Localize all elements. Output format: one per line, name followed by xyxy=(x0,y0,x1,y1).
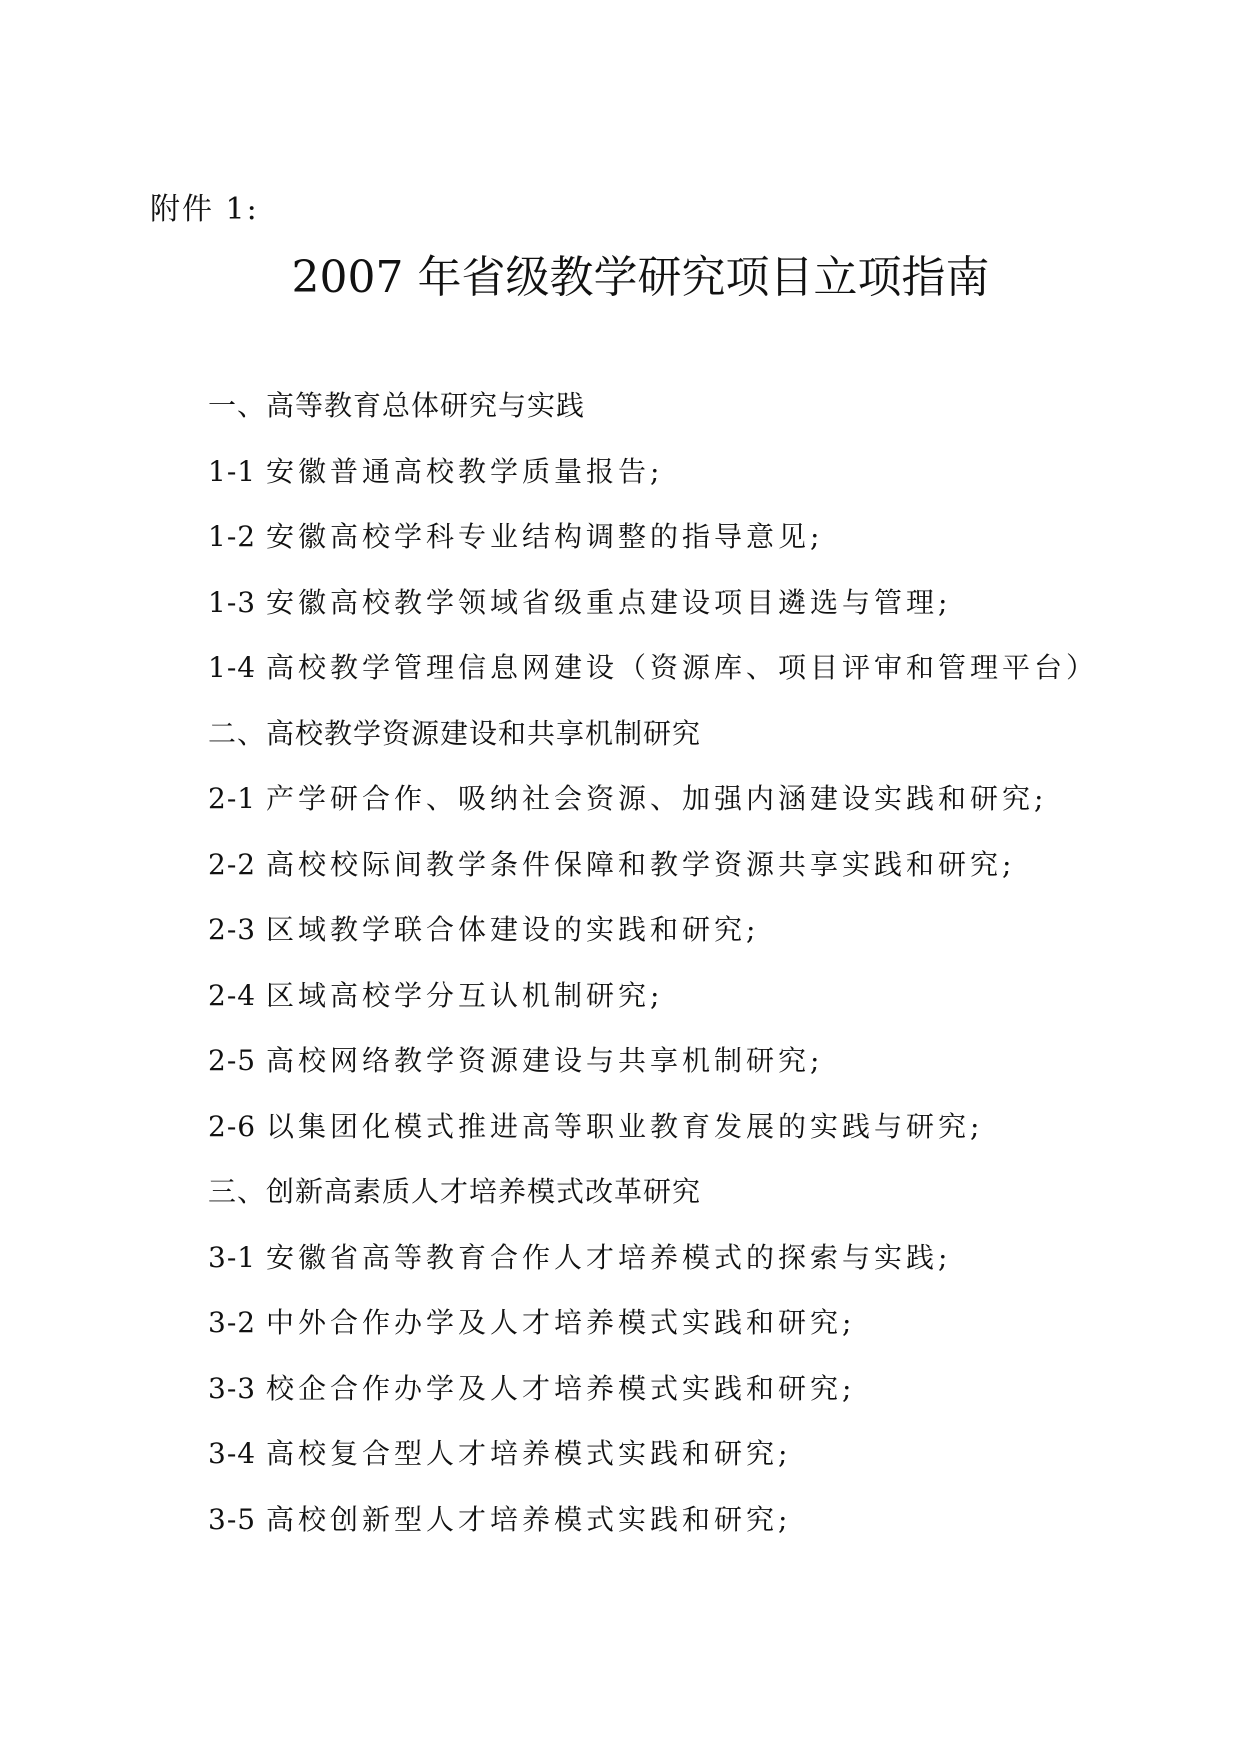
item-code: 1-2 xyxy=(208,520,257,553)
item-text: 中外合作办学及人才培养模式实践和研究; xyxy=(266,1306,856,1339)
list-item xyxy=(208,1037,1208,1103)
item-code: 2-3 xyxy=(208,913,257,946)
item-text: 高校网络教学资源建设与共享机制研究; xyxy=(266,1044,824,1077)
list-item xyxy=(208,448,1208,514)
list-item xyxy=(208,579,1208,645)
item-text: 安徽高校学科专业结构调整的指导意见; xyxy=(266,520,824,553)
item-text: 安徽普通高校教学质量报告; xyxy=(266,454,664,488)
item-code: 3-4 xyxy=(208,1437,257,1470)
section-heading-1: 一、高等教育总体研究与实践 xyxy=(208,389,586,422)
guide-content xyxy=(208,382,1208,1561)
item-code: 2-6 xyxy=(208,1109,257,1143)
document-title: 2007 年省级教学研究项目立项指南 xyxy=(291,252,990,303)
list-item xyxy=(208,513,1208,579)
item-code: 2-2 xyxy=(208,847,257,881)
item-code: 3-5 xyxy=(208,1502,257,1536)
item-code: 2-5 xyxy=(208,1044,257,1077)
item-code: 3-1 xyxy=(208,1240,257,1274)
item-code: 1-3 xyxy=(208,585,257,619)
item-text: 安徽省高等教育合作人才培养模式的探索与实践; xyxy=(266,1240,952,1274)
item-code: 2-4 xyxy=(208,978,257,1012)
list-item xyxy=(208,1234,1208,1300)
item-text: 以集团化模式推进高等职业教育发展的实践与研究; xyxy=(266,1109,984,1143)
list-item xyxy=(208,775,1208,841)
list-item xyxy=(208,644,1208,710)
item-code: 3-3 xyxy=(208,1371,257,1405)
list-item xyxy=(208,841,1208,907)
section-heading-3: 三、创新高素质人才培养模式改革研究 xyxy=(208,1175,702,1208)
item-code: 3-2 xyxy=(208,1306,257,1339)
list-item xyxy=(208,972,1208,1038)
list-item xyxy=(208,1365,1208,1431)
item-text: 校企合作办学及人才培养模式实践和研究; xyxy=(266,1371,856,1405)
list-item xyxy=(208,1496,1208,1562)
item-text: 高校校际间教学条件保障和教学资源共享实践和研究; xyxy=(266,847,1016,881)
item-text: 区域高校学分互认机制研究; xyxy=(266,978,664,1012)
item-text: 区域教学联合体建设的实践和研究; xyxy=(266,913,760,946)
item-code: 1-1 xyxy=(208,454,257,488)
item-text: 产学研合作、吸纳社会资源、加强内涵建设实践和研究; xyxy=(266,782,1048,815)
list-item xyxy=(208,1103,1208,1169)
list-item xyxy=(208,906,1208,972)
item-text: 高校复合型人才培养模式实践和研究; xyxy=(266,1437,792,1470)
item-text: 高校教学管理信息网建设（资源库、项目评审和管理平台） xyxy=(266,651,1099,684)
attachment-label: 附件 1: xyxy=(150,192,259,227)
list-item xyxy=(208,1299,1208,1365)
item-code: 1-4 xyxy=(208,651,257,684)
item-text: 安徽高校教学领域省级重点建设项目遴选与管理; xyxy=(266,585,952,619)
list-item xyxy=(208,1430,1208,1496)
item-code: 2-1 xyxy=(208,782,257,815)
item-text: 高校创新型人才培养模式实践和研究; xyxy=(266,1502,792,1536)
section-heading-2: 二、高校教学资源建设和共享机制研究 xyxy=(208,716,702,750)
